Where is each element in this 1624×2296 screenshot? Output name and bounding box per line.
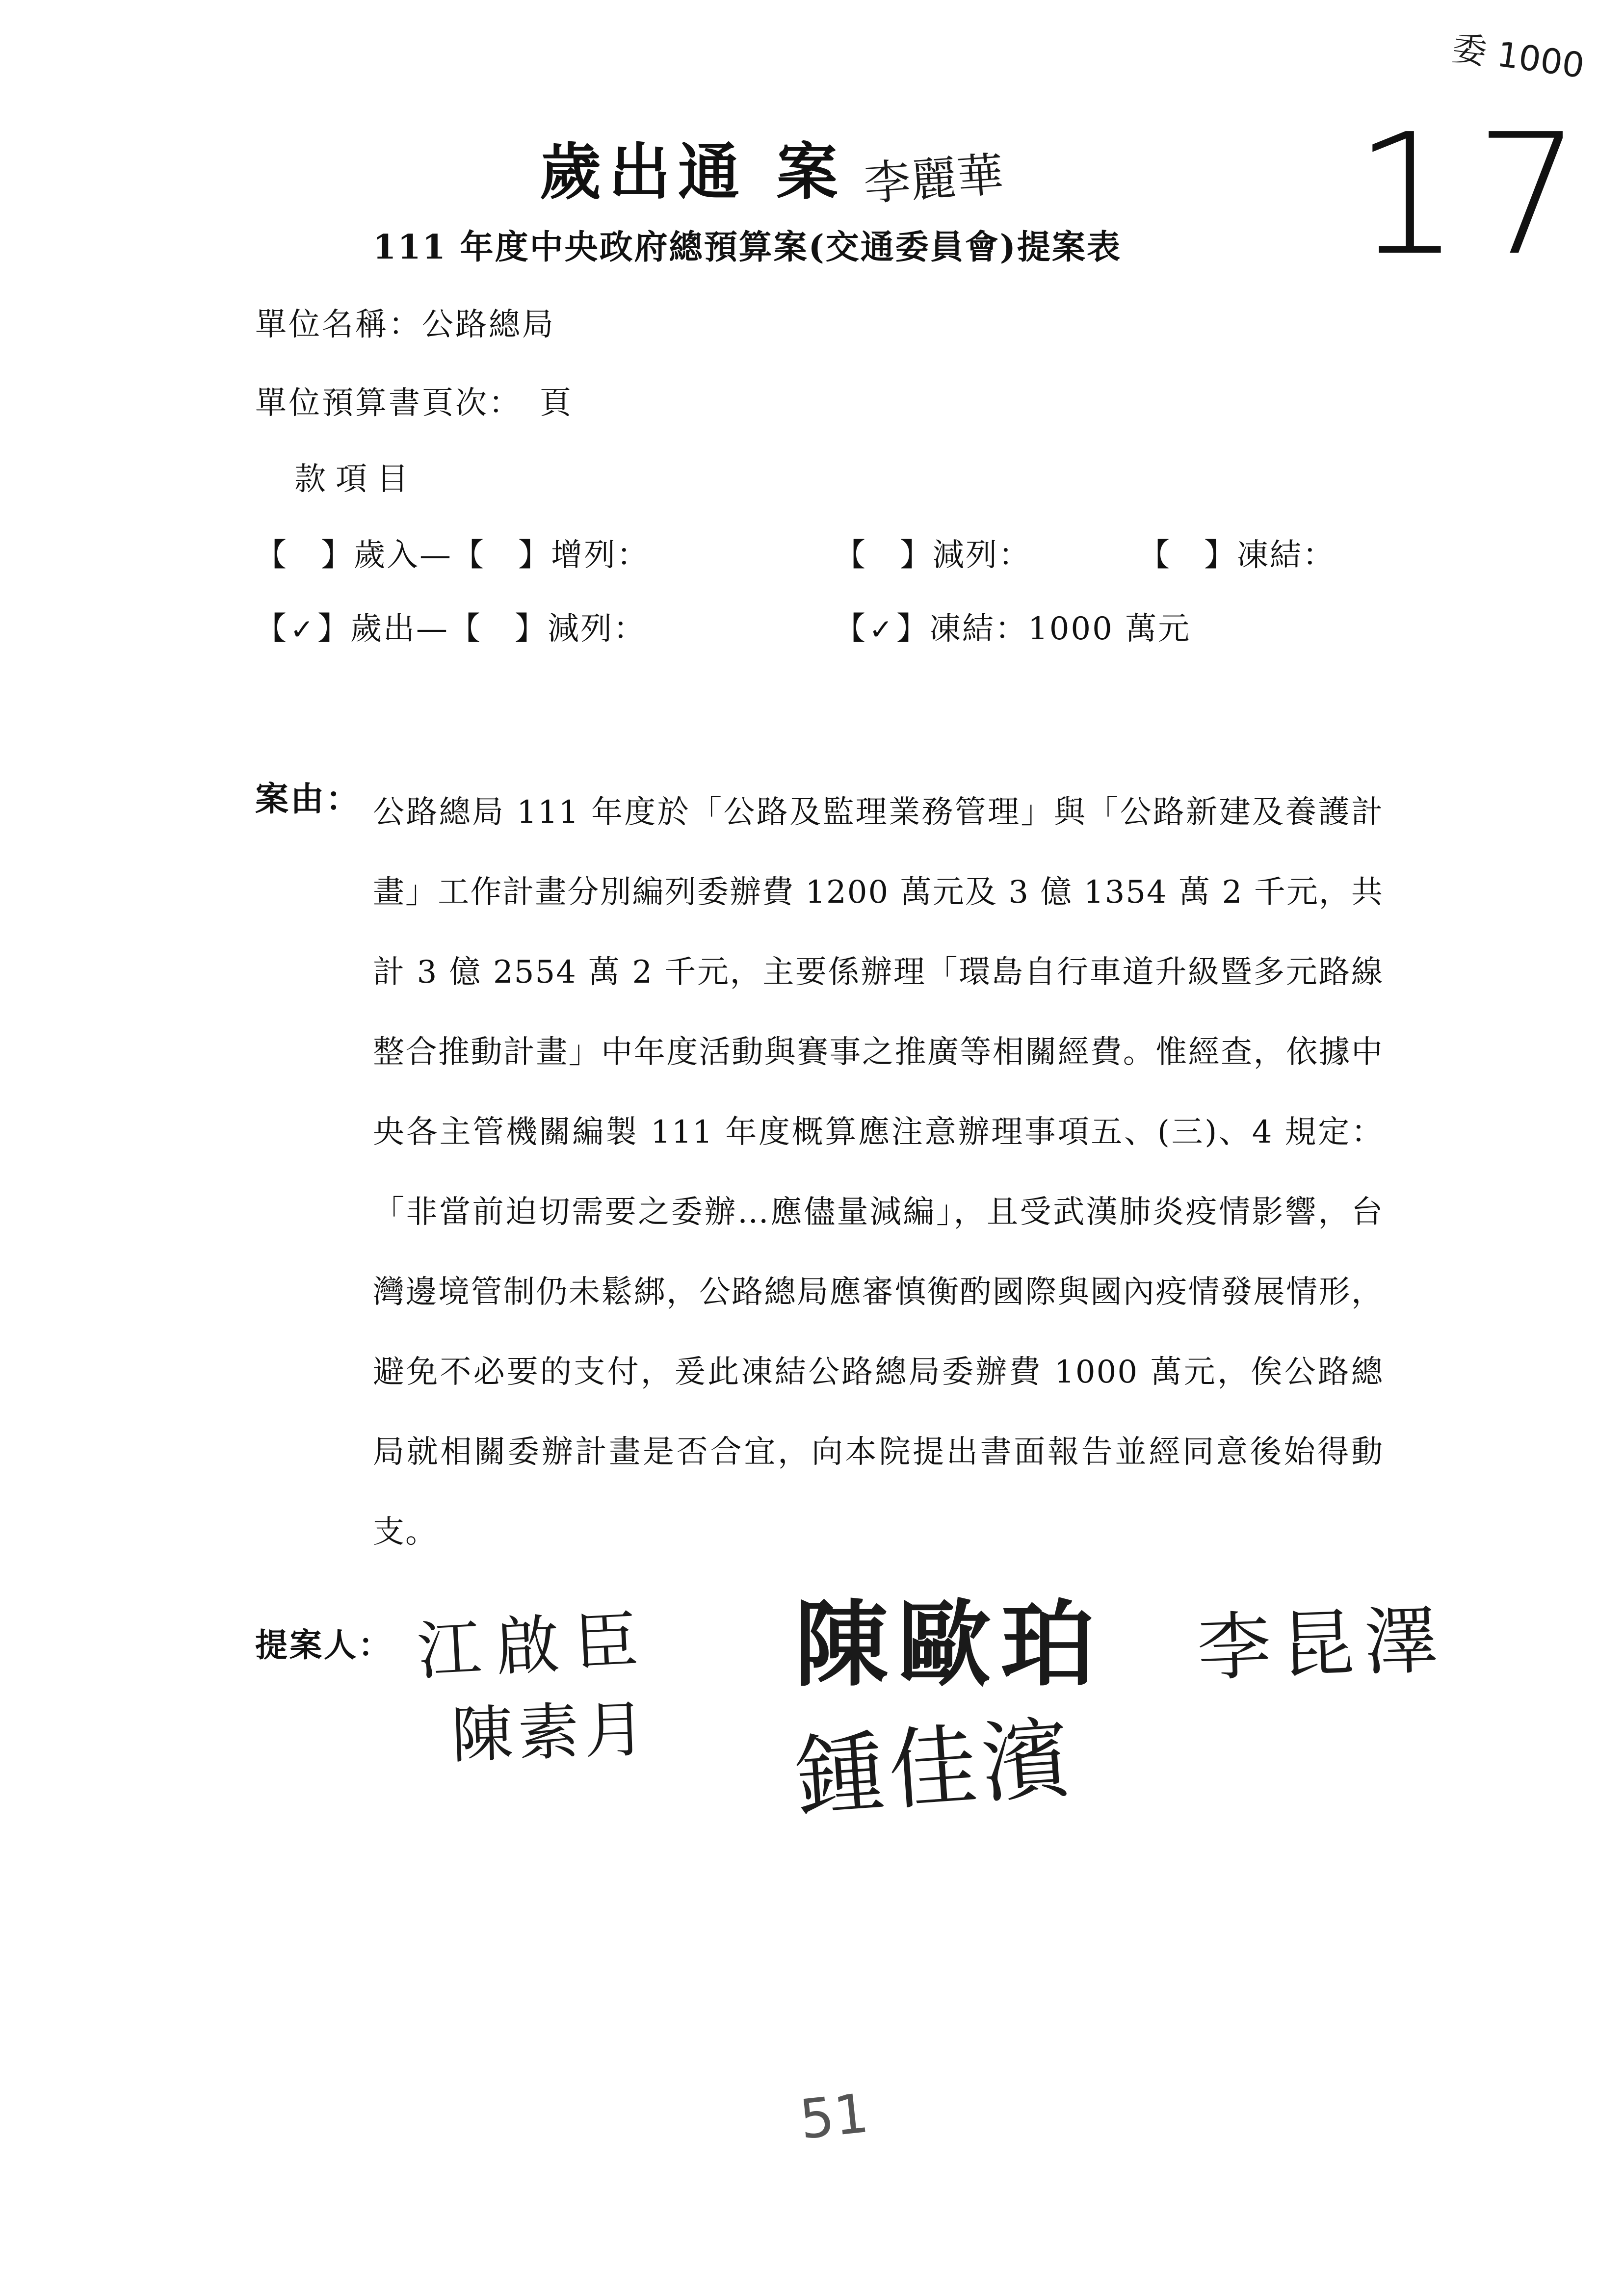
reason-text: 公路總局 111 年度於「公路及監理業務管理」與「公路新建及養護計畫」工作計畫分別編列委辦費 1200 萬元及 3 億 1354 萬 2 千元，共計 3 億 2554 萬 2 千元，主要係辦理「環島自行車道升級暨多元路線整合推動計畫」中年度活動與賽事之推廣等相關經費。惟經查，依據中央各主管機關編製 111 年度概算應注意辦理事項五、(三)、4 規定：「非當前迫切需要之委辦…應儘量減編」，且受武漢肺炎疫情影響，台灣邊境管制仍未鬆綁，公路總局應審慎衡酌國際與國內疫情發展情形，避免不必要的支付，爰此凍結公路總局委辦費 1000 萬元，俟公路總局就相關委辦計畫是否合宜，向本院提出書面報告並經同意後始得動支。 (373, 794, 1384, 1550)
expense-freeze-group (834, 603, 1191, 649)
freeze-amount-label: 凍結：1000 萬元 (929, 611, 1191, 647)
revenue-row (255, 530, 650, 575)
expense-label: 歲出— (350, 611, 449, 647)
revenue-freeze-label: 凍結： (1237, 537, 1336, 574)
expense-box-right: 】 (317, 611, 350, 647)
document-title: 111 年度中央政府總預算案(交通委員會)提案表 (373, 228, 1122, 267)
stamp-title: 歲出通 案 (540, 136, 846, 208)
unit-name: 單位名稱：公路總局 (255, 307, 555, 343)
expense-decrease-checkbox: 【 】 (449, 611, 548, 647)
signature-4: 鍾佳濱 (792, 1707, 1078, 1829)
reason-label: 案由： (255, 780, 362, 819)
freeze-box-left: 【 (834, 611, 867, 647)
revenue-increase-checkbox: 【 】 (452, 537, 551, 574)
revenue-decrease-checkbox: 【 】 (834, 537, 933, 574)
revenue-label: 歲入— (354, 537, 452, 574)
revenue-freeze-group (1138, 530, 1336, 575)
signature-1: 江啟臣 (415, 1602, 655, 1689)
item-heading: 款項目 (294, 461, 418, 497)
expense-row (255, 603, 646, 649)
expense-decrease-label: 減列： (548, 611, 646, 647)
page-number: 51 (796, 2082, 872, 2151)
corner-handwritten-number: 17 (1354, 98, 1596, 292)
revenue-freeze-checkbox: 【 】 (1138, 537, 1237, 574)
freeze-box-right: 】 (896, 611, 929, 647)
revenue-decrease-group (834, 530, 1031, 575)
signature-2: 陳素月 (450, 1693, 652, 1772)
corner-handwritten-note: 委 1000 (1449, 27, 1587, 86)
stamp-handwritten-name: 李麗華 (862, 148, 1006, 211)
expense-check-icon: ✓ (290, 613, 315, 646)
revenue-decrease-label: 減列： (933, 537, 1031, 574)
revenue-checkbox: 【 】 (255, 537, 354, 574)
signature-3: 陳歐珀 (795, 1591, 1104, 1699)
signature-5: 李昆澤 (1196, 1597, 1449, 1692)
proposer-label: 提案人： (255, 1626, 393, 1664)
freeze-check-icon: ✓ (869, 613, 894, 646)
budget-page: 單位預算書頁次： 頁 (255, 385, 573, 421)
increase-label: 增列： (551, 537, 650, 574)
expense-box-left: 【 (255, 611, 288, 647)
